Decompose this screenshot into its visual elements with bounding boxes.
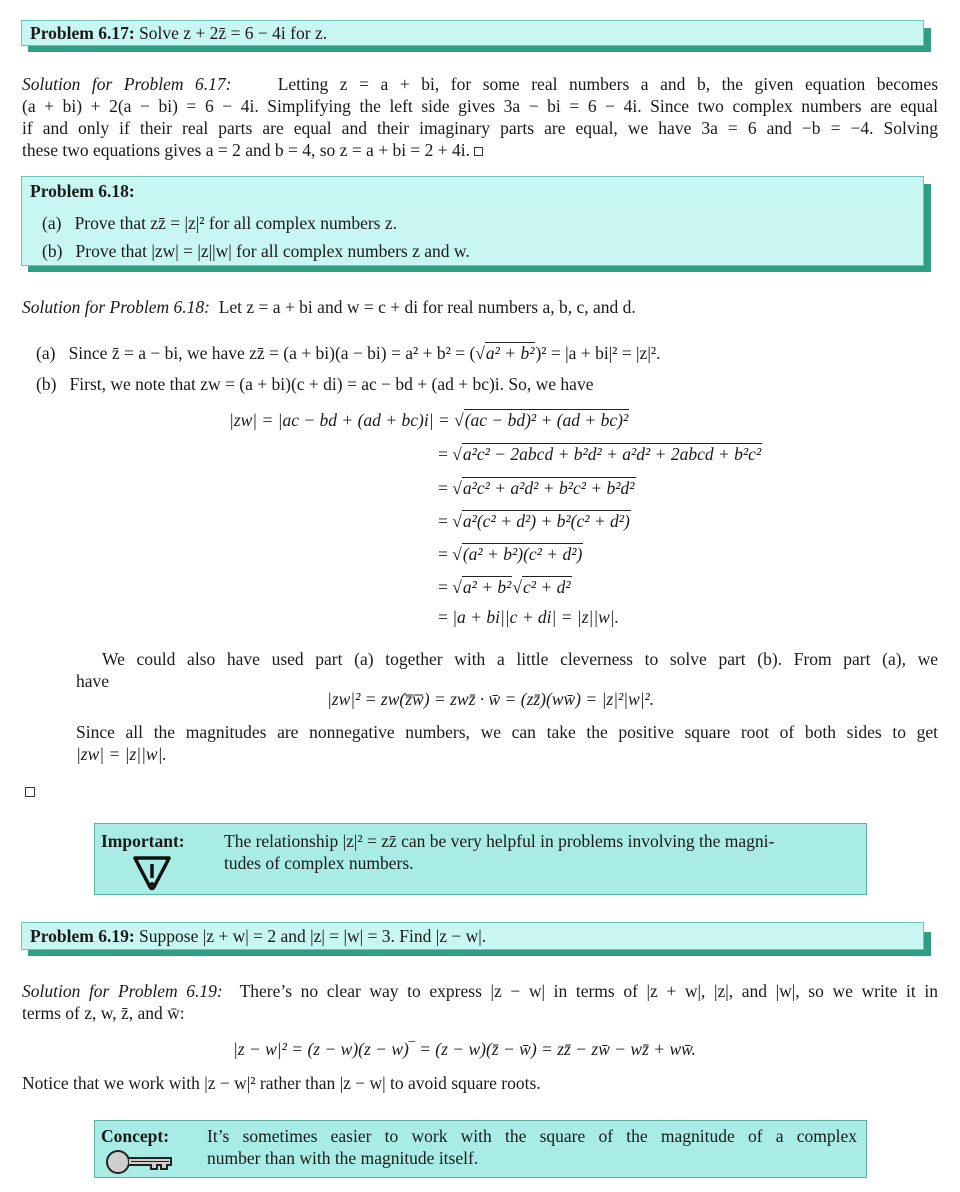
sol-part-a-text-2: )² = |a + bi|² = |z|². (535, 343, 661, 363)
problem-619-statement: Suppose |z + w| = 2 and |z| = |w| = 3. Find |z − w|. (139, 926, 487, 946)
sqrt-expression (475, 342, 535, 364)
derivation-sqrt-3 (452, 477, 635, 499)
derivation-row-2 (438, 443, 762, 465)
concept-label: Concept: (101, 1126, 170, 1146)
conclusion-line-1: Since all the magnitudes are nonnegative numbers, we can take the positive square root of both sides to get (76, 722, 938, 742)
equals-sign: = (438, 511, 448, 531)
sqrt-icon: √ (452, 577, 462, 597)
key-icon (105, 1149, 175, 1175)
concept-callout (94, 1120, 867, 1178)
problem-619-box (21, 922, 924, 950)
solution-618-part-b (36, 373, 593, 395)
derivation-step-2: a²c² − 2abcd + b²d² + a²d² + 2abcd + b²c² (462, 444, 762, 464)
solution-618-part-a (36, 342, 660, 364)
derivation-sqrt-2 (452, 443, 762, 465)
problem-617-statement: Solve z + 2z̄ = 6 − 4i for z. (139, 23, 328, 43)
sqrt-icon: √ (452, 544, 462, 564)
solution-618-intro-text: Let z = a + bi and w = c + di for real numbers a, b, c, and d. (218, 297, 636, 317)
sqrt-icon: √ (475, 343, 485, 363)
concept-line-1: It’s sometimes easier to work with the square of the magnitude of a complex (207, 1126, 857, 1146)
derivation-sqrt-5 (452, 543, 583, 565)
equals-sign: = (438, 544, 448, 564)
important-label: Important: (101, 831, 185, 851)
sol-part-b-tag: (b) (36, 374, 57, 394)
solution-619-equation: |z − w|² = (z − w)(z − w)‾ = (z − w)(z̄ − w̄) = zz̄ − zw̄ − wz̄ + ww̄. (233, 1039, 696, 1059)
equals-sign: = (438, 478, 448, 498)
alt-equation: |zw|² = zw(z̅w̅) = zwz̄ · w̄ = (zz̄)(ww̄) = |z|²|w|². (327, 689, 655, 709)
solution-617-text-4: these two equations gives a = 2 and b = 4, so z = a + bi = 2 + 4i. (22, 140, 471, 160)
derivation-sqrt-6b (512, 576, 571, 598)
derivation-row-6 (438, 576, 572, 598)
derivation-step-7: |a + bi||c + di| = |z||w|. (452, 607, 620, 627)
solution-619-text-1: There’s no clear way to express |z − w| in terms of |z + w|, |z|, and |w|, so we write it in (239, 981, 938, 1001)
equals-sign: = (438, 577, 448, 597)
problem-617-label: Problem 6.17: (30, 23, 135, 43)
solution-617-line-2: (a + bi) + 2(a − bi) = 6 − 4i. Simplifying the left side gives 3a − bi = 6 − 4i. Since two complex numbers are equal (22, 96, 938, 116)
solution-617-line-1 (22, 73, 938, 95)
solution-618-intro (22, 296, 636, 318)
derivation-step-3: a²c² + a²d² + b²c² + b²d² (462, 478, 635, 498)
sqrt-icon: √ (452, 444, 462, 464)
derivation-row-4 (438, 510, 631, 532)
solution-619-line-1 (22, 980, 938, 1002)
important-line-1: The relationship |z|² = zz̄ can be very helpful in problems involving the magni- (224, 831, 775, 851)
alt-paragraph-line-2: have (76, 671, 110, 691)
qed-square-icon (474, 147, 483, 156)
solution-618-label: Solution for Problem 6.18: (22, 297, 210, 317)
derivation-sqrt-6a (452, 576, 512, 598)
sqrt-icon: √ (452, 511, 462, 531)
part-b-tag: (b) (42, 241, 63, 261)
derivation-step-4: a²(c² + d²) + b²(c² + d²) (462, 511, 630, 531)
important-callout (94, 823, 867, 895)
sol-part-a-tag: (a) (36, 343, 56, 363)
qed-square-icon (25, 787, 35, 797)
problem-617-box (21, 20, 924, 46)
part-a-text: Prove that zz̄ = |z|² for all complex numbers z. (74, 213, 397, 233)
part-a-tag: (a) (42, 213, 62, 233)
problem-618-part-b (42, 240, 470, 262)
sqrt-argument: a² + b² (485, 343, 535, 363)
solution-617-text-1: Letting z = a + bi, for some real numbers a and b, the given equation becomes (277, 74, 939, 94)
sol-part-b-text: First, we note that zw = (a + bi)(c + di) = ac − bd + (ad + bc)i. So, we have (69, 374, 594, 394)
sqrt-icon: √ (454, 410, 464, 430)
warning-triangle-icon (131, 854, 173, 892)
sqrt-icon: √ (452, 478, 462, 498)
important-line-2: tudes of complex numbers. (224, 853, 414, 873)
alt-paragraph-line-1: We could also have used part (a) together with a little cleverness to solve part (b). From part (a), we (102, 649, 938, 669)
derivation-step-5: (a² + b²)(c² + d²) (462, 544, 583, 564)
conclusion-line-2: |zw| = |z||w|. (76, 744, 167, 764)
sol-part-a-text-1: Since z̄ = a − bi, we have zz̄ = (a + bi)(a − bi) = a² + b² = ( (68, 343, 476, 363)
derivation-row-7 (438, 606, 619, 628)
problem-618-part-a (42, 212, 397, 234)
problem-618-label: Problem 6.18: (30, 181, 135, 201)
solution-617-line-4 (22, 139, 483, 161)
solution-617-label: Solution for Problem 6.17: (22, 74, 232, 94)
derivation-step-1: (ac − bd)² + (ad + bc)² (464, 410, 629, 430)
derivation-step-6a: a² + b² (462, 577, 512, 597)
problem-619-label: Problem 6.19: (30, 926, 135, 946)
derivation-step-6b: c² + d² (523, 577, 571, 597)
solution-617-line-3: if and only if their real parts are equal and their imaginary parts are equal, we have 3a = 6 and −b = −4. Solving (22, 118, 938, 138)
equals-sign: = (438, 444, 448, 464)
solution-619-note: Notice that we work with |z − w|² rather than |z − w| to avoid square roots. (22, 1073, 541, 1093)
concept-line-2: number than with the magnitude itself. (207, 1148, 479, 1168)
equals-sign: = (438, 607, 448, 627)
derivation-lhs: |zw| = |ac − bd + (ad + bc)i| = (229, 410, 450, 430)
sqrt-icon: √ (512, 577, 523, 597)
problem-618-box (21, 176, 924, 266)
part-b-text: Prove that |zw| = |z||w| for all complex numbers z and w. (75, 241, 470, 261)
derivation-sqrt-4 (452, 510, 631, 532)
derivation-row-5 (438, 543, 583, 565)
derivation-row-1 (229, 409, 629, 431)
derivation-row-3 (438, 477, 636, 499)
solution-619-label: Solution for Problem 6.19: (22, 981, 223, 1001)
solution-619-line-2: terms of z, w, z̄, and w̄: (22, 1003, 185, 1023)
derivation-sqrt-1 (454, 409, 629, 431)
